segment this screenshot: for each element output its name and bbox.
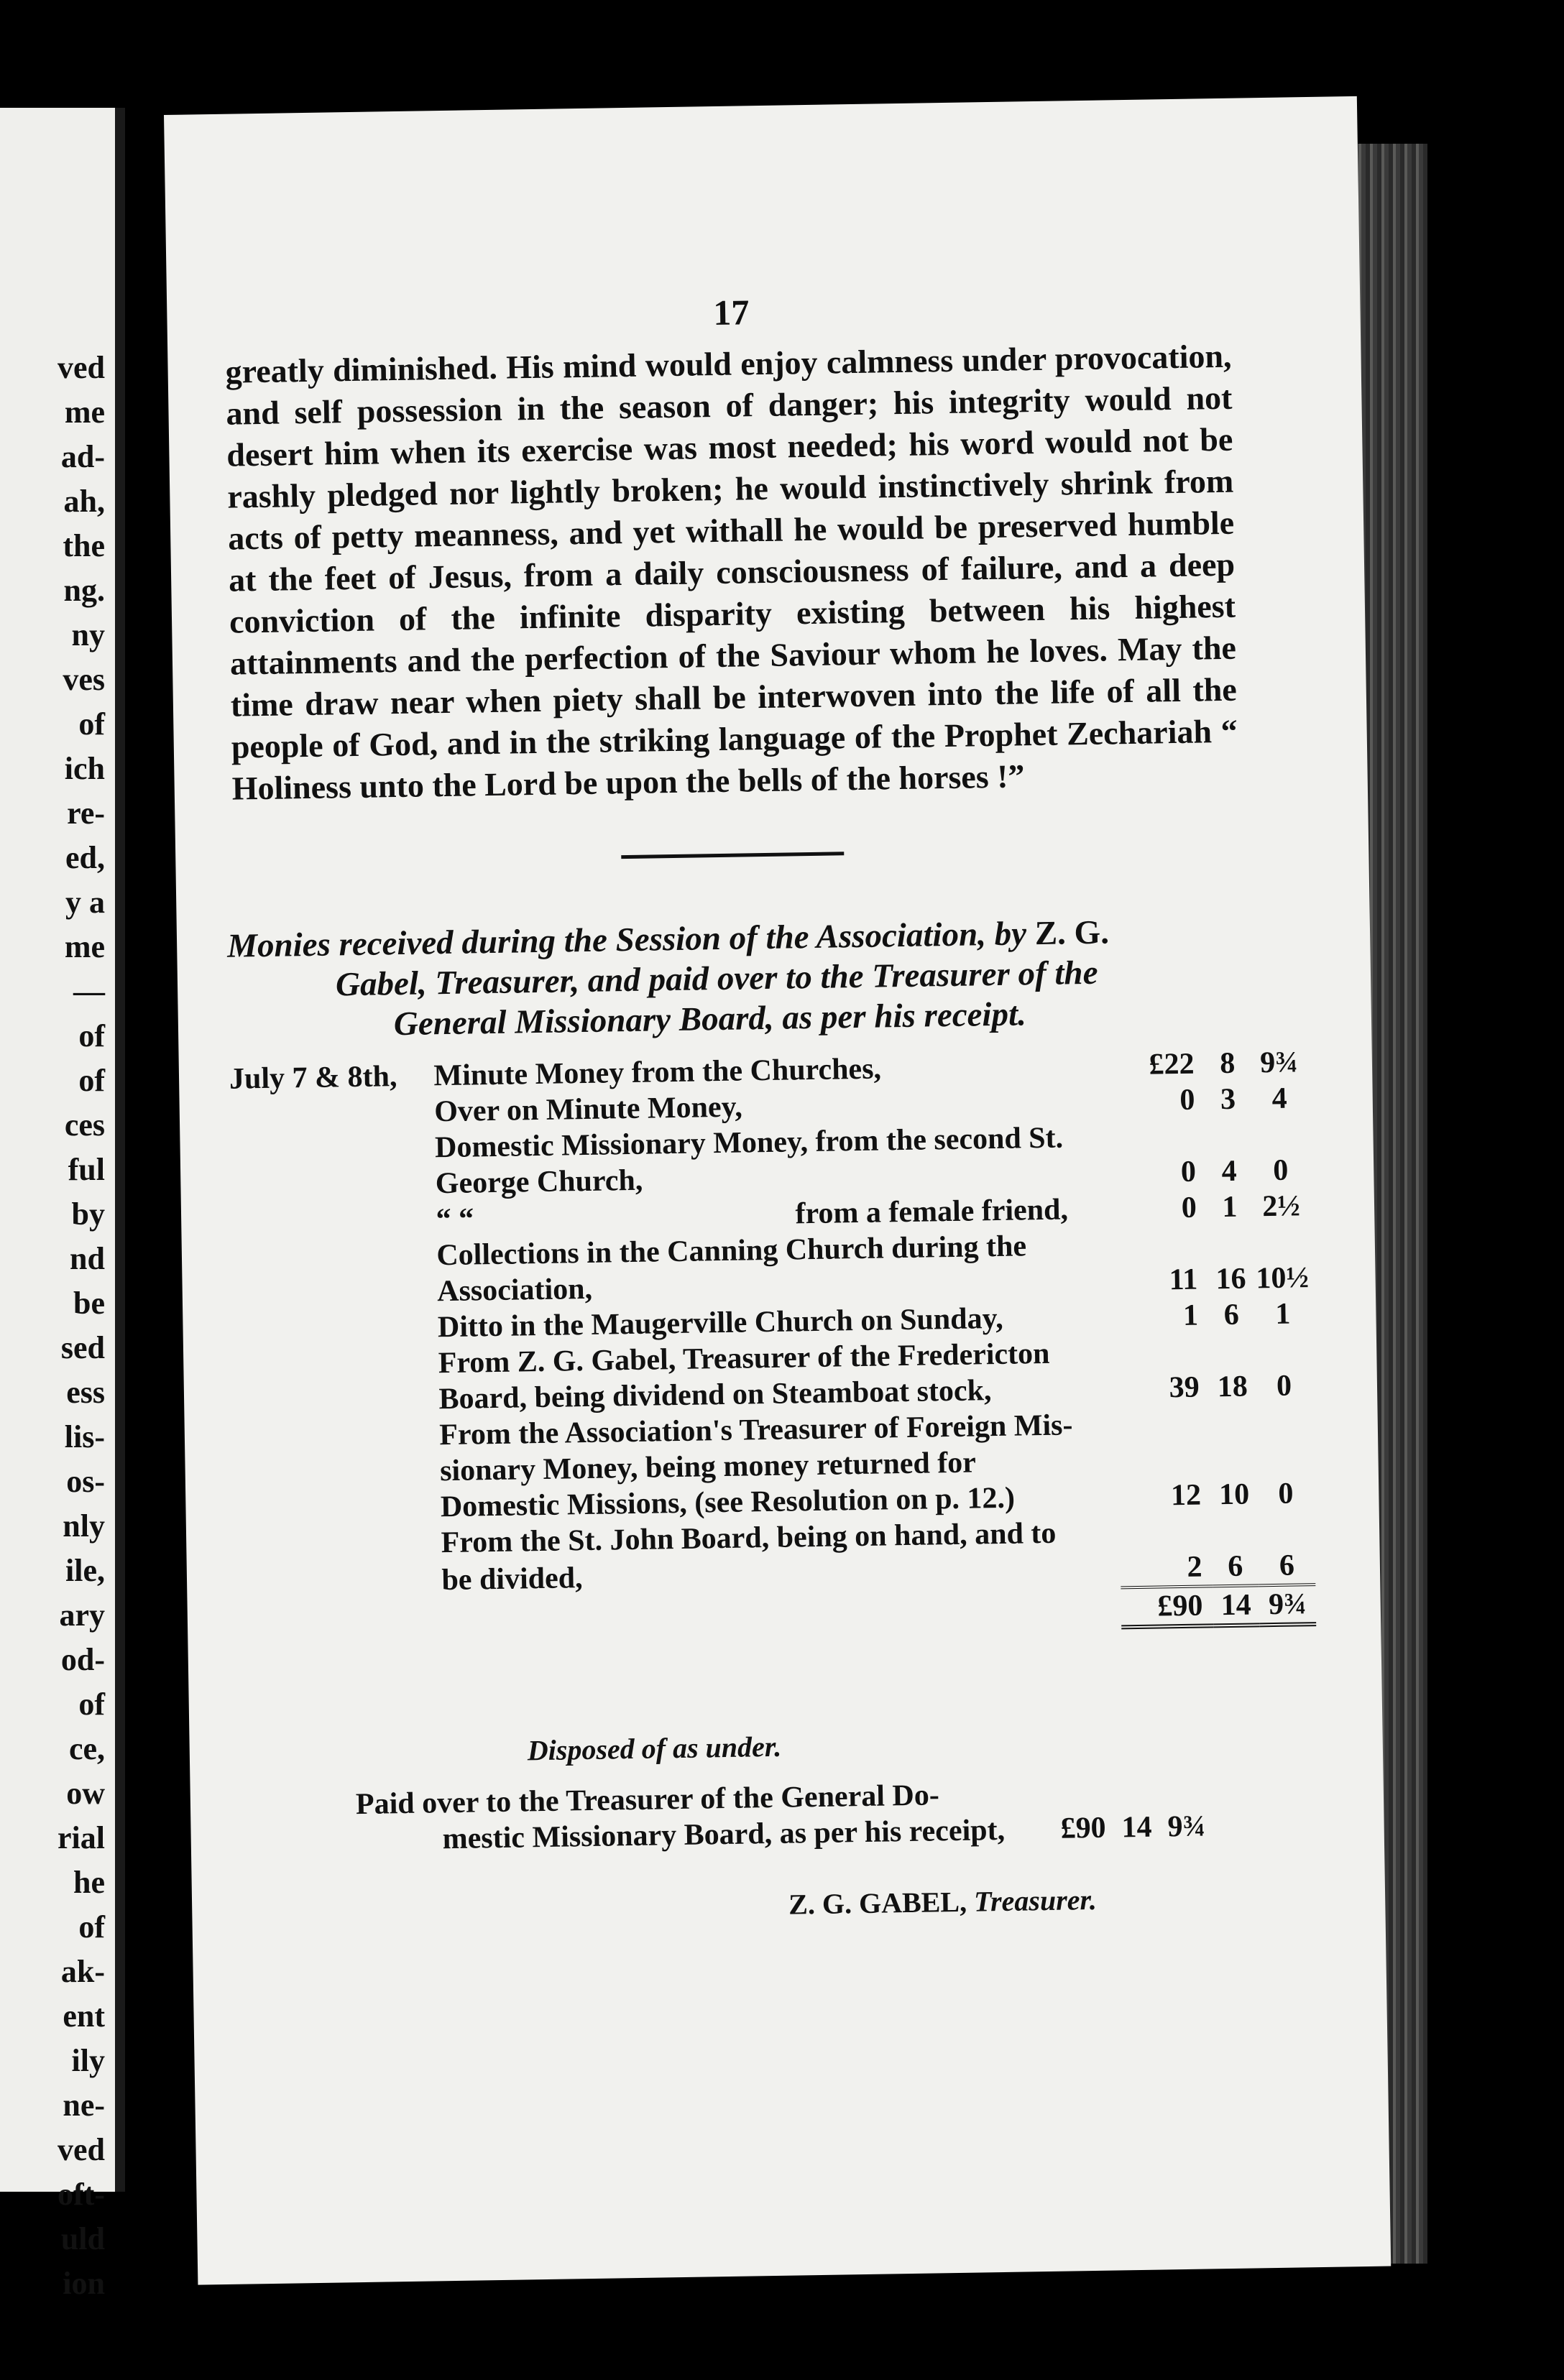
ledger-date	[230, 1130, 435, 1168]
section-divider	[621, 852, 844, 859]
heading-line-2: Gabel, Treasurer, and paid over to the Treasurer of the	[335, 954, 1098, 1004]
left-page-fragment: od-	[60, 1642, 105, 1677]
paid-pence: 9¾	[1167, 1809, 1206, 1844]
left-page-fragment: of	[78, 1687, 105, 1722]
left-page-fragment: ng.	[63, 573, 105, 608]
left-page-fragment: ile,	[65, 1553, 105, 1588]
heading-line-1: Monies received during the Session of the Association, by	[226, 915, 1027, 965]
amount-pence	[1258, 1511, 1315, 1548]
amount-pence: 1	[1275, 1297, 1291, 1331]
ledger-date	[236, 1525, 441, 1564]
left-page-fragment: re-	[67, 795, 105, 831]
amount-pence: 0	[1276, 1369, 1292, 1403]
left-page-fragment: me	[64, 929, 105, 964]
left-page-fragment: ved	[58, 2132, 105, 2167]
left-page-fragment: ful	[68, 1152, 105, 1187]
left-page-fragment: of	[78, 1909, 105, 1945]
ledger-description: George Church,	[435, 1163, 643, 1201]
document-page	[164, 96, 1391, 2285]
amount-shillings	[1211, 1512, 1258, 1549]
amount-pounds: 12	[1170, 1478, 1202, 1513]
left-page-fragment: ow	[66, 1776, 105, 1811]
ledger-description: Board, being dividend on Steamboat stock,	[438, 1374, 992, 1416]
amount-pounds: 0	[1180, 1155, 1197, 1189]
ledger-date	[231, 1166, 436, 1204]
ledger-description: Collections in the Canning Church during the	[436, 1230, 1027, 1273]
disposed-heading: Disposed of as under.	[527, 1730, 782, 1767]
amount-shillings: 18	[1217, 1370, 1248, 1404]
left-page-fragment: nly	[63, 1508, 105, 1544]
left-page-fragment: ion	[63, 2266, 105, 2301]
paid-pounds: £90	[1060, 1811, 1106, 1845]
ledger-date	[232, 1273, 437, 1312]
amount-pounds	[1118, 1441, 1210, 1478]
ledger-description: Association,	[436, 1272, 593, 1309]
left-page-fragment: sed	[60, 1330, 105, 1365]
amount-shillings	[1208, 1332, 1255, 1369]
amount-pounds	[1115, 1225, 1207, 1263]
amount-pounds	[1118, 1405, 1210, 1442]
heading-name: Z. G.	[1034, 913, 1110, 953]
ledger-description: Minute Money from the Churches,	[433, 1052, 882, 1093]
left-page-fragment: ce,	[68, 1731, 105, 1766]
left-facing-page	[0, 108, 125, 2301]
description-text: from a female friend,	[795, 1193, 1069, 1231]
amount-pence: 9¾	[1259, 1046, 1299, 1080]
amount-shillings	[1210, 1404, 1256, 1441]
paid-line-1: Paid over to the Treasurer of the General Do-	[355, 1779, 940, 1822]
amount-pounds: 1	[1182, 1299, 1199, 1332]
total-pence: 9¾	[1259, 1585, 1316, 1625]
amount-pence: 4	[1271, 1081, 1288, 1115]
ledger-date	[235, 1453, 440, 1492]
left-page-fragment: ved	[58, 350, 105, 385]
amount-pounds	[1117, 1333, 1209, 1370]
ledger-date: July 7 & 8th,	[229, 1060, 397, 1096]
left-page-fragment: ves	[63, 662, 105, 697]
amount-shillings: 6	[1227, 1549, 1243, 1583]
amount-shillings: 6	[1223, 1298, 1240, 1332]
paid-line-2: mestic Missionary Board, as per his receipt,	[442, 1813, 1006, 1856]
amount-shillings: 16	[1215, 1262, 1246, 1296]
left-page-fragment: ess	[66, 1375, 105, 1410]
ledger-date	[236, 1489, 441, 1528]
ledger-date	[235, 1417, 440, 1456]
amount-shillings: 10	[1218, 1477, 1250, 1512]
receipts-ledger	[229, 1044, 1317, 1643]
left-page-fragment: lis-	[64, 1419, 105, 1454]
ledger-date	[234, 1381, 439, 1420]
amount-pence	[1251, 1116, 1309, 1153]
ledger-description: Over on Minute Money,	[433, 1090, 743, 1129]
left-page-fragment: he	[73, 1865, 105, 1900]
amount-pounds	[1120, 1513, 1212, 1550]
left-page-fragment: y a	[65, 885, 105, 920]
treasurer-signature	[788, 1883, 1097, 1922]
left-page-fragment: of	[78, 1018, 105, 1053]
ledger-date	[233, 1309, 438, 1348]
left-page-fragment: be	[73, 1286, 105, 1321]
section-heading	[227, 910, 1242, 1047]
ledger-date	[237, 1561, 442, 1601]
ledger-description: be divided,	[441, 1562, 583, 1597]
left-page-fragment: ary	[59, 1597, 105, 1633]
amount-pence	[1256, 1439, 1314, 1476]
amount-pence	[1256, 1403, 1313, 1440]
amount-pence: 10½	[1256, 1261, 1310, 1296]
left-page-fragment: oft-	[58, 2177, 105, 2212]
left-page-fragment: ed,	[65, 840, 105, 875]
ditto-marks: “ “	[436, 1202, 474, 1237]
amount-pence: 2½	[1261, 1189, 1301, 1224]
amount-pence: 6	[1279, 1549, 1295, 1582]
signature-name: Z. G. GABEL,	[788, 1885, 967, 1921]
amount-shillings	[1210, 1440, 1257, 1477]
left-page-fragment: ily	[71, 2043, 105, 2078]
paid-statement	[356, 1774, 1147, 1858]
amount-shillings: 1	[1222, 1190, 1238, 1224]
left-page-fragment: os-	[66, 1464, 105, 1499]
left-page-fragment: ich	[64, 751, 105, 786]
left-page-fragment: ad-	[60, 439, 105, 474]
signature-title: Treasurer.	[973, 1883, 1098, 1918]
heading-line-3: General Missionary Board, as per his receipt.	[393, 995, 1027, 1043]
left-page-fragment: —	[73, 974, 105, 1009]
left-page-fragment: ah,	[63, 484, 105, 519]
left-page-fragment: of	[78, 1063, 105, 1098]
total-shillings: 14	[1213, 1585, 1259, 1625]
page-number: 17	[712, 292, 750, 333]
ledger-description: From Z. G. Gabel, Treasurer of the Fredericton	[438, 1337, 1050, 1380]
total-pounds: £90	[1121, 1586, 1213, 1627]
amount-pounds: 39	[1169, 1370, 1200, 1405]
amount-pence	[1255, 1332, 1312, 1368]
left-page-fragment: nd	[70, 1241, 105, 1276]
amount-shillings	[1207, 1224, 1254, 1261]
left-page-fragment: the	[63, 528, 105, 563]
left-page-fragment: ny	[71, 617, 105, 652]
left-page-fragment: me	[64, 395, 105, 430]
ledger-date	[232, 1237, 437, 1276]
amount-pounds	[1113, 1117, 1205, 1155]
ledger-description: From the St. John Board, being on hand, and to	[441, 1516, 1057, 1560]
amount-pounds: 0	[1181, 1191, 1197, 1224]
amount-shillings: 8	[1219, 1046, 1236, 1081]
ledger-description: Domestic Missions, (see Resolution on p. 12.)	[440, 1481, 1016, 1524]
ledger-description: From the Association's Treasurer of Foreign Mis-	[438, 1408, 1073, 1452]
body-paragraph: greatly diminished. His mind would enjoy calmness under provocation, and self possession in the season of danger; his integrity would not desert him when its exercise was most needed; his word would not be rashly pledged nor lightly broken; he would instinctively shrink from acts of petty meanness, and yet withall he would be preserved humble at the feet of Jesus, from a daily consciousness of failure, and a deep conviction of the infinite disparity existing between his highest attainments and the perfection of the Saviour whom he loves. May the time draw near when piety shall be interwoven into the life of all the people of God, and in the striking language of the Prophet Zechariah “ Holiness unto the Lord be upon the bells of the horses !”	[225, 337, 1238, 807]
amount-pence	[1254, 1224, 1311, 1260]
amount-shillings: 4	[1221, 1154, 1237, 1189]
amount-pounds: 0	[1179, 1083, 1195, 1117]
amount-pounds: £22	[1149, 1047, 1195, 1081]
ledger-date	[234, 1345, 438, 1384]
ledger-description: Ditto in the Maugerville Church on Sunday,	[437, 1301, 1004, 1344]
left-page-fragment: uld	[60, 2221, 105, 2256]
amount-pounds: 2	[1187, 1550, 1202, 1584]
left-page-fragment: rial	[58, 1820, 105, 1855]
left-page-fragment: ne-	[63, 2088, 105, 2123]
ledger-description: sionary Money, being money returned for	[439, 1446, 977, 1488]
paid-shillings: 14	[1121, 1810, 1152, 1845]
left-page-fragment: of	[78, 706, 105, 742]
amount-shillings: 3	[1220, 1082, 1236, 1117]
left-page-fragment: ak-	[60, 1954, 105, 1989]
amount-pounds: 11	[1169, 1263, 1198, 1297]
left-page-fragment: ces	[64, 1107, 105, 1143]
amount-shillings	[1205, 1117, 1252, 1153]
paid-amount	[1060, 1809, 1221, 1846]
left-page-fragment: ent	[63, 1998, 105, 2034]
left-page-fragment: by	[71, 1196, 105, 1232]
ledger-date	[231, 1201, 436, 1240]
ledger-description: Domestic Missionary Money, from the second St.	[434, 1121, 1064, 1165]
amount-pence: 0	[1278, 1477, 1294, 1510]
amount-pence: 0	[1272, 1153, 1289, 1187]
ledger-date	[229, 1094, 434, 1133]
